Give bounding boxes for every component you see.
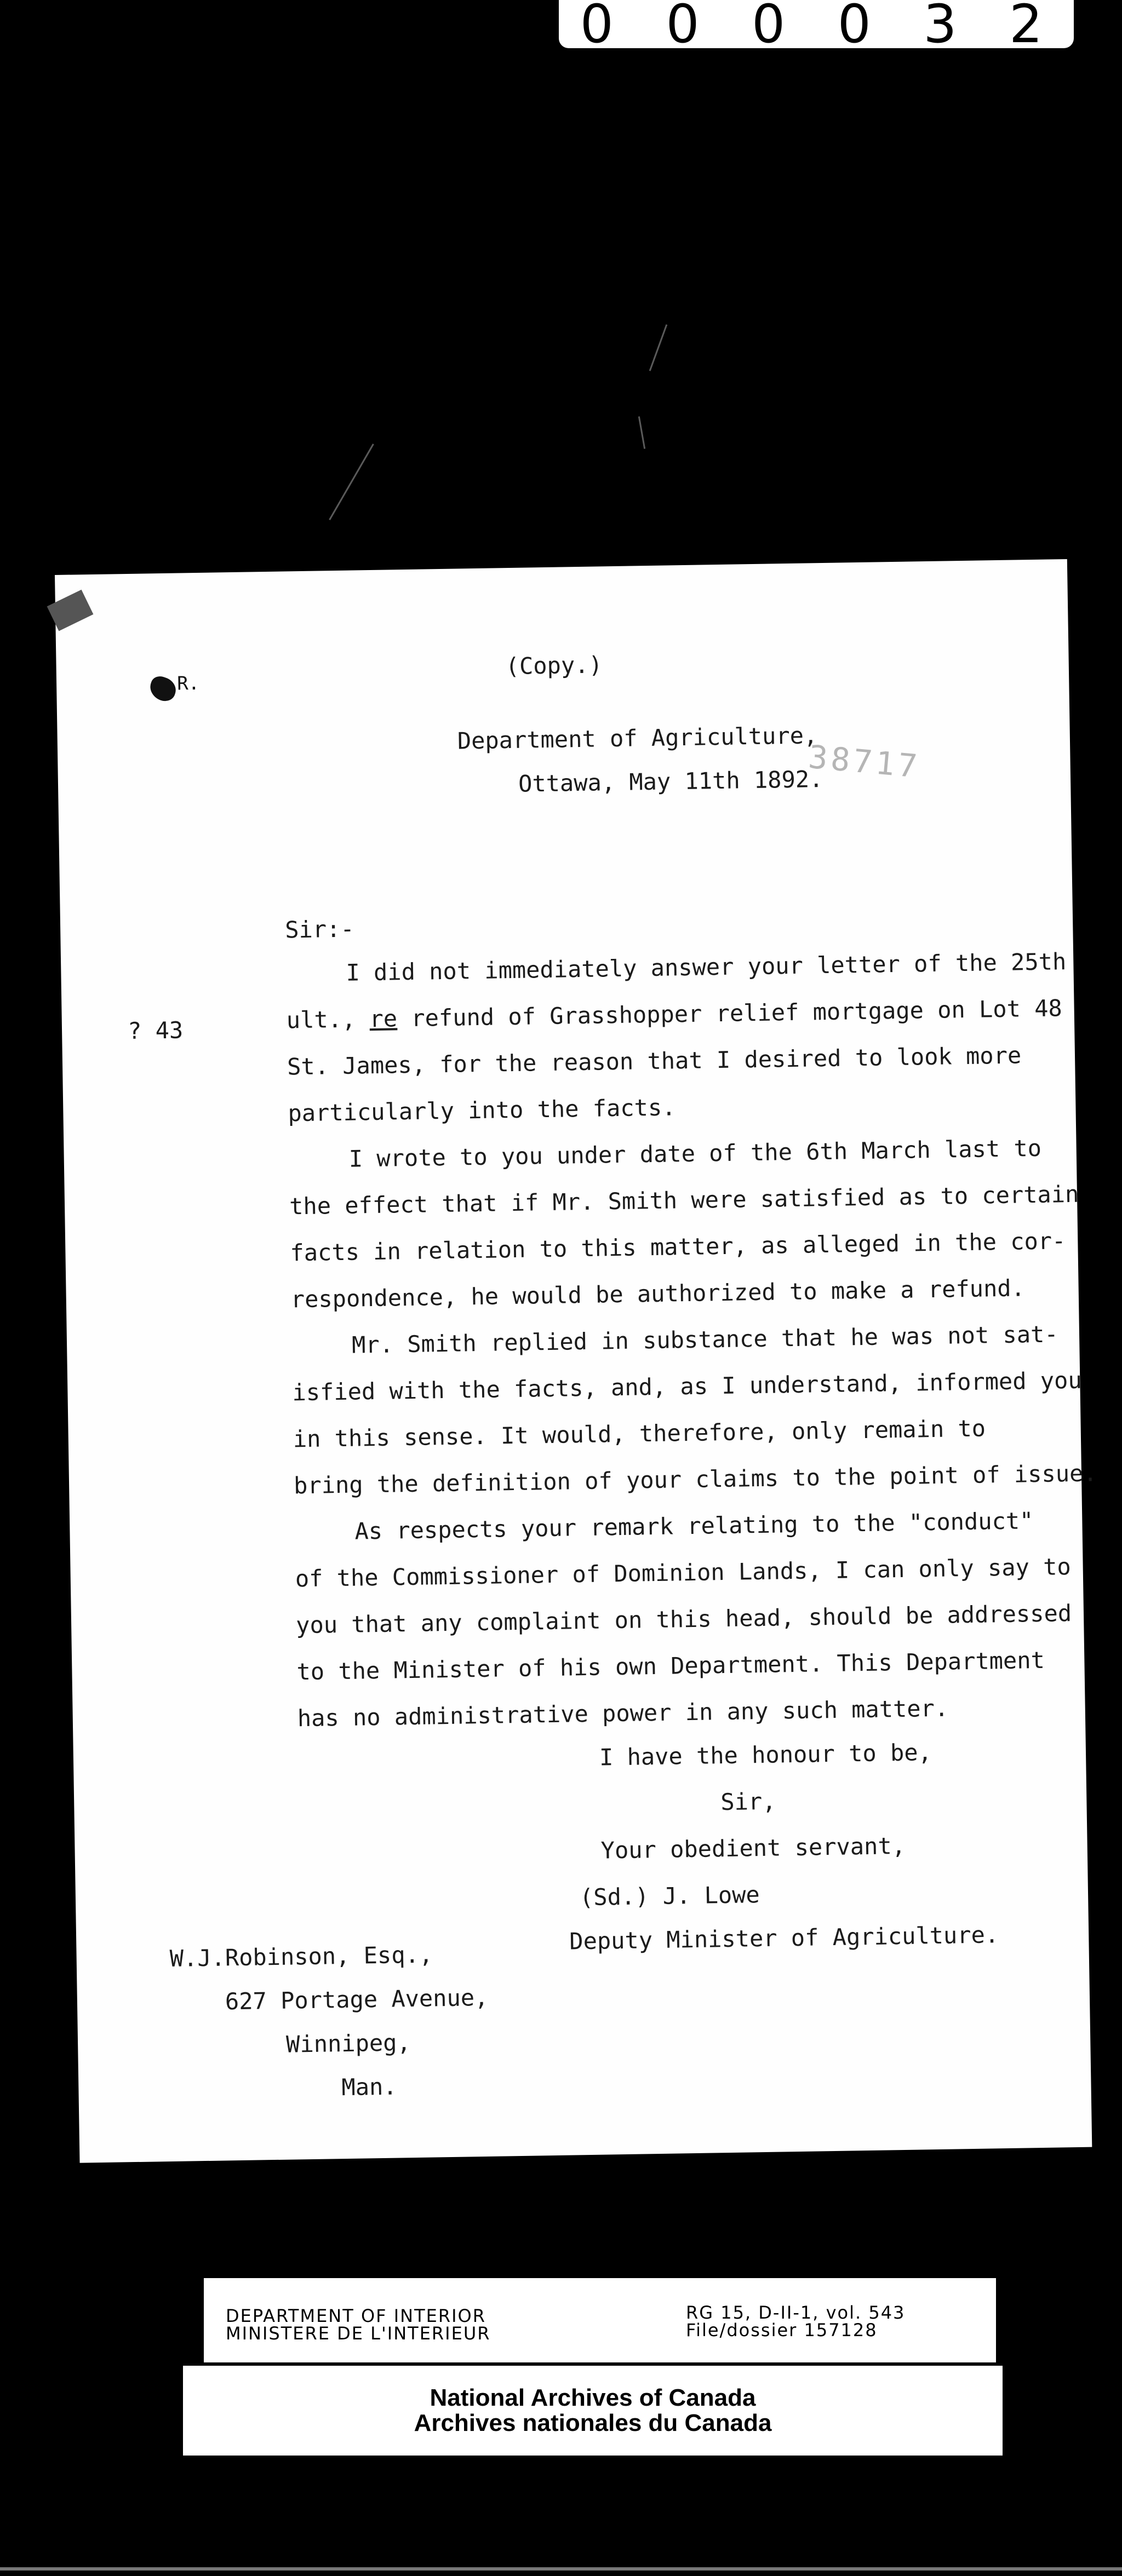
salutation: Sir:- bbox=[284, 915, 355, 944]
record-group: RG 15, D-II-1, vol. 543 bbox=[686, 2302, 906, 2323]
file-number: File/dossier 157128 bbox=[686, 2320, 878, 2341]
body-line-rest: refund of Grasshopper relief mortgage on Lot 48 bbox=[411, 994, 1063, 1032]
frame-digit: 0 bbox=[837, 0, 881, 48]
body-line: you that any complaint on this head, should be addressed bbox=[295, 1600, 1072, 1639]
body-line: of the Commissioner of Dominion Lands, I can only say to bbox=[295, 1553, 1072, 1592]
frame-digit: 0 bbox=[752, 0, 795, 48]
frame-number bbox=[559, 0, 1074, 48]
body-line: particularly into the facts. bbox=[288, 1094, 676, 1127]
body-line: facts in relation to this matter, as alleged in the cor- bbox=[290, 1227, 1066, 1267]
archive-reference-label bbox=[204, 2278, 996, 2362]
place-date: Ottawa, May 11th 1892. bbox=[518, 766, 823, 797]
body-line: As respects your remark relating to the "conduct" bbox=[354, 1507, 1034, 1545]
body-line: I did not immediately answer your letter of the 25th bbox=[346, 948, 1067, 986]
body-line-prefix: ult., bbox=[286, 1005, 370, 1034]
letter-page bbox=[55, 559, 1097, 2163]
body-line bbox=[286, 994, 1062, 1033]
closing-line: Sir, bbox=[720, 1787, 776, 1816]
film-scratch bbox=[329, 444, 374, 520]
body-line: Mr. Smith replied in substance that he was not sat- bbox=[351, 1320, 1058, 1359]
archives-en: National Archives of Canada bbox=[430, 2384, 756, 2411]
copy-heading: (Copy.) bbox=[505, 651, 603, 680]
department-line: Department of Agriculture, bbox=[457, 722, 818, 755]
frame-digit: 0 bbox=[666, 0, 709, 48]
dept-en: DEPARTMENT OF INTERIOR bbox=[226, 2305, 486, 2326]
address-line: W.J.Robinson, Esq., bbox=[169, 1941, 433, 1973]
archives-label bbox=[183, 2366, 1003, 2456]
address-line: Man. bbox=[341, 2073, 397, 2101]
signer-title: Deputy Minister of Agriculture. bbox=[569, 1921, 999, 1955]
frame-digit: 2 bbox=[1009, 0, 1053, 48]
corner-mark: R. bbox=[176, 672, 200, 695]
body-line: respondence, he would be authorized to make a refund. bbox=[290, 1274, 1026, 1313]
body-line: the effect that if Mr. Smith were satisfied as to certain bbox=[289, 1180, 1079, 1220]
address-line: 627 Portage Avenue, bbox=[225, 1983, 489, 2015]
body-line: in this sense. It would, therefore, only remain to bbox=[293, 1415, 986, 1453]
underlined-re: re bbox=[369, 1005, 398, 1033]
film-edge bbox=[0, 2567, 1122, 2571]
signature-line: (Sd.) J. Lowe bbox=[579, 1881, 760, 1911]
body-line: to the Minister of his own Department. This Department bbox=[296, 1646, 1045, 1686]
stamped-number: 38717 bbox=[806, 738, 922, 785]
ink-mark bbox=[147, 674, 179, 704]
dept-fr: MINISTERE DE L'INTERIEUR bbox=[226, 2323, 491, 2344]
folded-corner bbox=[47, 590, 94, 631]
body-line: St. James, for the reason that I desired to look more bbox=[287, 1042, 1022, 1080]
address-line: Winnipeg, bbox=[285, 2029, 411, 2058]
frame-digit: 3 bbox=[923, 0, 967, 48]
film-scratch bbox=[638, 416, 645, 449]
archives-fr: Archives nationales du Canada bbox=[414, 2410, 772, 2436]
frame-digit: 0 bbox=[580, 0, 623, 48]
body-line: bring the definition of your claims to the point of issue. bbox=[293, 1459, 1097, 1499]
margin-note: ? 43 bbox=[127, 1016, 184, 1045]
body-line: isfied with the facts, and, as I understand, informed you bbox=[292, 1366, 1083, 1406]
closing-line: Your obedient servant, bbox=[600, 1832, 906, 1864]
film-scratch bbox=[649, 324, 668, 371]
body-line: has no administrative power in any such matter. bbox=[297, 1694, 949, 1732]
body-line: I wrote to you under date of the 6th March last to bbox=[348, 1134, 1042, 1172]
closing-line: I have the honour to be, bbox=[599, 1739, 932, 1771]
